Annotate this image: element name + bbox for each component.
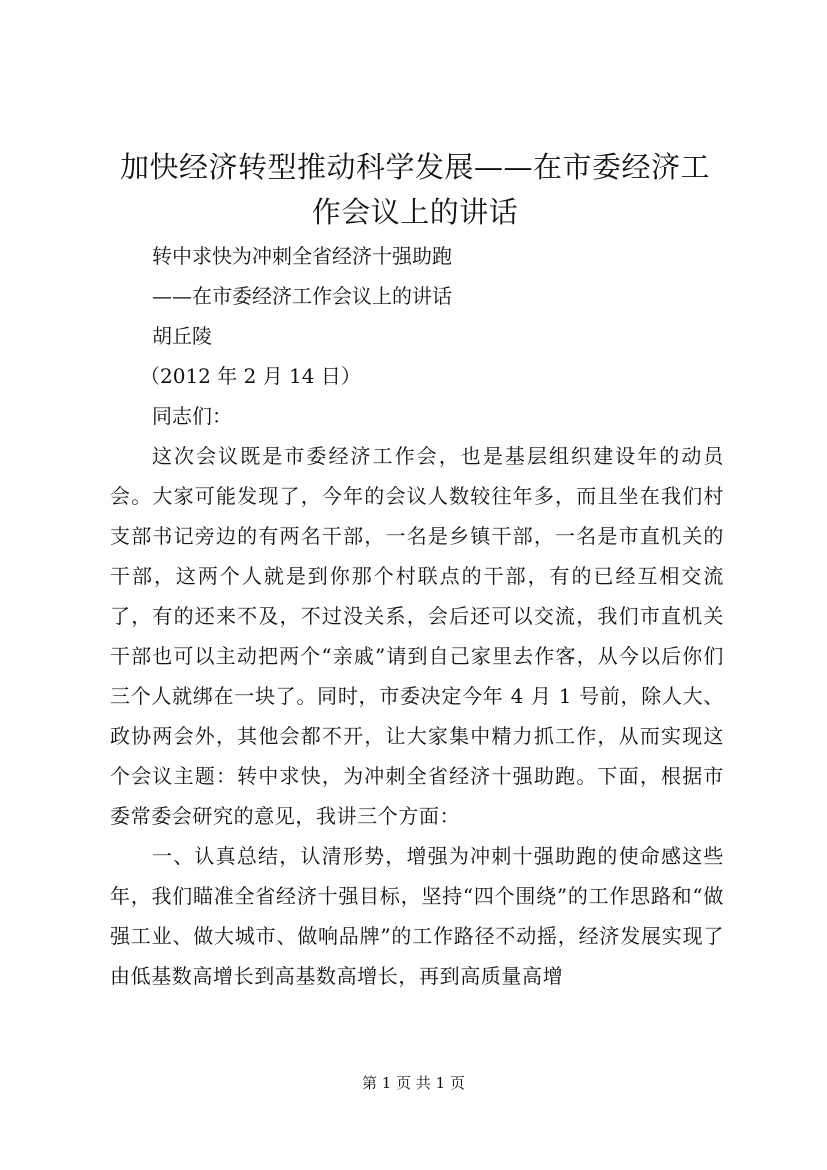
speech-date: （2012 年 2 月 14 日） — [140, 364, 361, 388]
document-title — [95, 145, 735, 235]
title-line-1: 加快经济转型推动科学发展——在市委经济工 — [119, 150, 710, 184]
paragraph-1: 这次会议既是市委经济工作会，也是基层组织建设年的动员会。大家可能发现了，今年的会议人数较往年多，而且坐在我们村支部书记旁边的有两名干部，一名是乡镇干部，一名是市直机关的干部，这两个人就是到你那个村联点的干部，有的已经互相交流了，有的还来不及，不过没关系，会后还可以交流，我们市直机关干部也可以主动把两个“亲戚”请到自己家里去作客，从今以后你们三个人就绑在一块了。同时，市委决定今年 4 月 1 号前，除人大、政协两会外，其他会都不开，让大家集中精力抓工作，从而实现这个会议主题：转中求快，为冲刺全省经济十强助跑。下面，根据市委常委会研究的意见，我讲三个方面： — [110, 444, 724, 828]
title-line-2: 作会议上的讲话 — [311, 195, 519, 229]
document-body — [110, 236, 724, 996]
subtitle-speech-context: ——在市委经济工作会议上的讲话 — [152, 284, 452, 308]
page-footer: 第 1 页 共 1 页 — [362, 1074, 465, 1092]
author: 胡丘陵 — [152, 324, 212, 348]
paragraph-2: 一、认真总结，认清形势，增强为冲刺十强助跑的使命感这些年，我们瞄准全省经济十强目标，坚持“四个围绕”的工作思路和“做强工业、做大城市、做响品牌”的工作路径不动摇，经济发展实现了由低基数高增长到高基数高增长，再到高质量高增 — [110, 844, 724, 988]
salutation: 同志们： — [152, 404, 232, 428]
subtitle: 转中求快为冲刺全省经济十强助跑 — [152, 244, 452, 268]
